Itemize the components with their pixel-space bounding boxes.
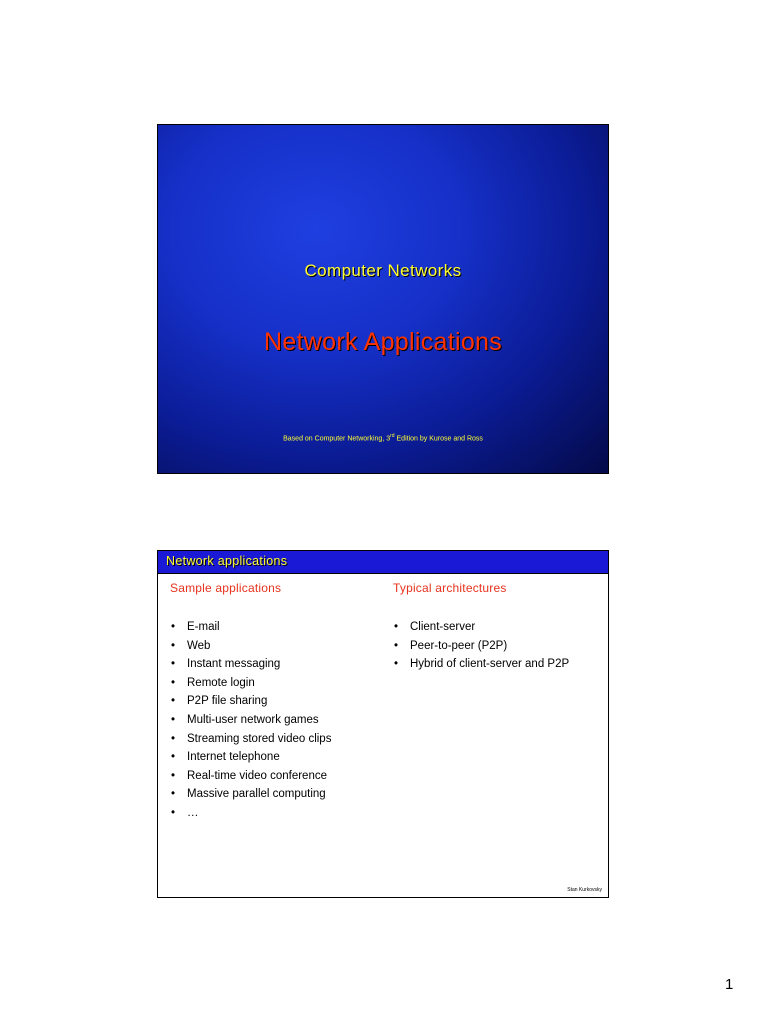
typical-architectures-list — [393, 618, 603, 674]
bullet-icon: • — [171, 713, 176, 726]
bullet-icon: • — [171, 621, 176, 633]
list-item — [170, 748, 380, 767]
sample-applications-column — [170, 581, 380, 823]
page-number: 1 — [725, 976, 734, 993]
list-item — [170, 730, 380, 749]
list-item — [170, 785, 380, 804]
list-item-text: Hybrid of client-server and P2P — [410, 658, 570, 671]
course-name: Computer Networks — [304, 261, 462, 280]
list-item-text: Remote login — [187, 676, 255, 689]
bullet-icon: • — [394, 621, 399, 633]
typical-architectures-heading: Typical architectures — [393, 581, 507, 595]
typical-architectures-column — [393, 581, 603, 674]
list-item-text: Internet telephone — [187, 751, 280, 764]
list-item-text: E-mail — [187, 621, 220, 633]
list-item — [170, 692, 380, 711]
bullet-icon: • — [171, 732, 176, 745]
slide-header-bar — [158, 551, 608, 574]
title-slide — [157, 124, 609, 474]
bullet-icon: • — [171, 695, 176, 708]
list-item-text: Peer-to-peer (P2P) — [410, 639, 508, 652]
list-item — [393, 637, 603, 656]
bullet-icon: • — [171, 658, 176, 671]
credit-prefix: Based on Computer Networking, 3 — [283, 435, 391, 443]
list-item-text: Instant messaging — [187, 658, 281, 671]
slide-header-title: Network applications — [166, 554, 288, 568]
list-item-text: Client-server — [410, 621, 476, 633]
list-item — [393, 655, 603, 674]
list-item-text: Multi-user network games — [187, 713, 319, 726]
list-item-text: Massive parallel computing — [187, 788, 326, 801]
list-item-text: Web — [187, 639, 211, 652]
list-item — [170, 767, 380, 786]
list-item — [170, 637, 380, 656]
list-item — [170, 655, 380, 674]
list-item — [170, 618, 380, 637]
credit-superscript: rd — [390, 433, 395, 439]
list-item-text: Real-time video conference — [187, 769, 327, 782]
author-footer: Stan Kurkovsky — [567, 887, 602, 893]
bullet-icon: • — [171, 769, 176, 782]
credit-line — [158, 433, 608, 442]
list-item-text: P2P file sharing — [187, 695, 268, 708]
credit-suffix: Edition by Kurose and Ross — [394, 435, 483, 443]
bullet-icon: • — [171, 639, 176, 652]
bullet-icon: • — [171, 751, 176, 764]
bullet-icon: • — [171, 676, 176, 689]
bullet-icon: • — [171, 788, 176, 801]
list-item — [170, 674, 380, 693]
slide-title: Network Applications — [263, 328, 503, 356]
list-item — [170, 711, 380, 730]
list-item — [393, 618, 603, 637]
list-item-text: Streaming stored video clips — [187, 732, 332, 745]
sample-applications-list — [170, 618, 380, 823]
bullet-icon: • — [394, 639, 399, 652]
list-item-text: … — [187, 806, 199, 819]
content-slide — [157, 550, 609, 898]
list-item — [170, 804, 380, 823]
bullet-icon: • — [394, 658, 399, 671]
bullet-icon: • — [171, 806, 176, 819]
sample-applications-heading: Sample applications — [170, 581, 282, 595]
